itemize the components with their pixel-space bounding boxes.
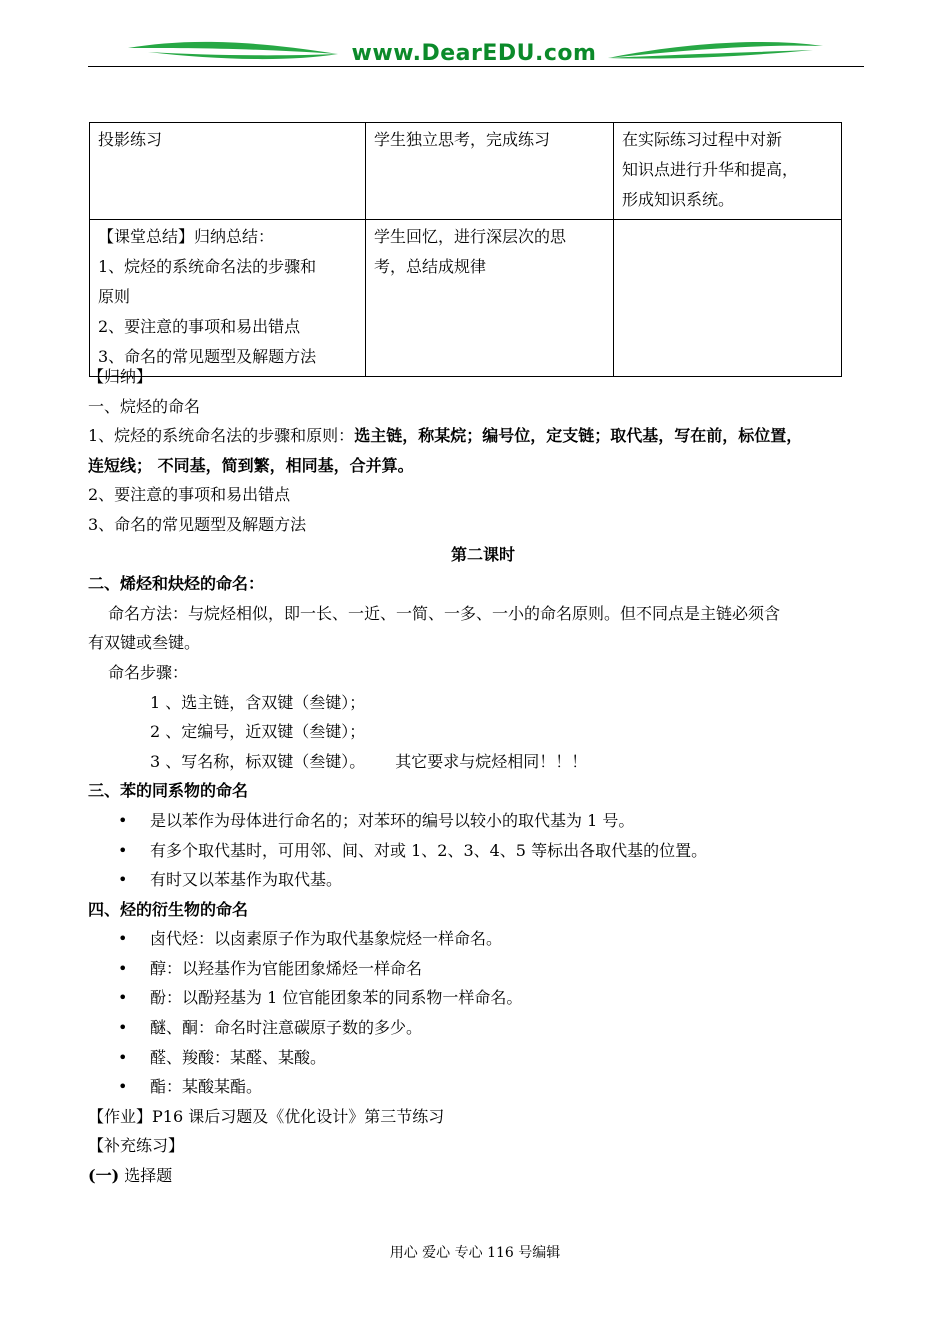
paragraph bbox=[88, 421, 878, 451]
rule-mnemonic-cont: 连短线； 不同基，简到繁，相同基，合并算。 bbox=[88, 455, 414, 475]
table-row bbox=[90, 123, 842, 220]
table-cell bbox=[366, 123, 614, 220]
bullet-icon: • bbox=[118, 929, 128, 949]
bullet-icon: • bbox=[118, 870, 128, 890]
list-item-text: 酚：以酚羟基为 1 位官能团象苯的同系物一样命名。 bbox=[150, 988, 523, 1008]
list-item bbox=[88, 1072, 878, 1102]
paragraph: 有双键或叁键。 bbox=[88, 633, 201, 653]
header-rule bbox=[88, 66, 864, 67]
rule-prefix: 1、烷烃的系统命名法的步骤和原则： bbox=[88, 426, 355, 446]
paragraph: 命名方法：与烷烃相似，即一长、一近、一简、一多、一小的命名原则。但不同点是主链必须含 bbox=[108, 603, 781, 623]
bullet-icon: • bbox=[118, 840, 128, 860]
steps-heading: 命名步骤： bbox=[108, 662, 189, 682]
page-header bbox=[88, 36, 864, 70]
rule-mnemonic: 选主链，称某烷；编号位，定支链；取代基，写在前，标位置， bbox=[354, 426, 803, 446]
step-item: 1 、选主链，含双键（叁键）； bbox=[150, 692, 366, 712]
list-item-text: 有多个取代基时，可用邻、间、对或 1、2、3、4、5 等标出各取代基的位置。 bbox=[150, 840, 708, 860]
paragraph: 2、要注意的事项和易出错点 bbox=[88, 485, 291, 505]
list-item-text: 醛、羧酸：某醛、某酸。 bbox=[150, 1047, 327, 1067]
step-item bbox=[88, 747, 878, 777]
list-item bbox=[88, 1043, 878, 1073]
homework-line: 【作业】P16 课后习题及《优化设计》第三节练习 bbox=[88, 1106, 445, 1126]
table-cell bbox=[90, 220, 366, 377]
cell-text: 1、烷烃的系统命名法的步骤和 bbox=[98, 257, 317, 276]
list-item-text: 醚、酮：命名时注意碳原子数的多少。 bbox=[150, 1018, 423, 1038]
bullet-icon: • bbox=[118, 958, 128, 978]
cell-text: 投影练习 bbox=[98, 130, 163, 149]
table-cell bbox=[366, 220, 614, 377]
section-heading: 三、苯的同系物的命名 bbox=[88, 781, 249, 801]
cell-text: 在实际练习过程中对新 bbox=[622, 130, 783, 149]
list-item bbox=[88, 865, 878, 895]
step-item: 2 、定编号，近双键（叁键）； bbox=[150, 722, 366, 742]
list-item bbox=[88, 836, 878, 866]
lesson-title: 第二课时 bbox=[450, 544, 515, 564]
page-footer: 用心 爱心 专心 116 号编辑 bbox=[389, 1245, 561, 1261]
site-logo-text[interactable]: www.DearEDU.com bbox=[351, 41, 597, 66]
section-heading: 四、烃的衍生物的命名 bbox=[88, 899, 249, 919]
step-note: 其它要求与烷烃相同！！！ bbox=[395, 751, 588, 771]
cell-text: 学生独立思考，完成练习 bbox=[374, 130, 551, 149]
document-body bbox=[88, 362, 878, 1191]
table-cell bbox=[90, 123, 366, 220]
extra-practice-heading: 【补充练习】 bbox=[88, 1136, 185, 1156]
choice-heading bbox=[88, 1161, 878, 1191]
list-item-text: 卤代烃：以卤素原子作为取代基象烷烃一样命名。 bbox=[150, 929, 503, 949]
list-item bbox=[88, 806, 878, 836]
list-item-text: 有时又以苯基作为取代基。 bbox=[150, 870, 343, 890]
list-item-text: 酯：某酸某酯。 bbox=[150, 1077, 263, 1097]
table-cell bbox=[614, 123, 842, 220]
cell-text: 3、命名的常见题型及解题方法 bbox=[98, 347, 317, 366]
choice-label: 选择题 bbox=[119, 1166, 173, 1186]
cell-text: 考，总结成规律 bbox=[374, 257, 487, 276]
bullet-icon: • bbox=[118, 1077, 128, 1097]
step-text: 3 、写名称，标双键（叁键）。 bbox=[150, 751, 366, 771]
guina-heading: 【归纳】 bbox=[88, 367, 153, 386]
list-item bbox=[88, 1013, 878, 1043]
bullet-icon: • bbox=[118, 810, 128, 830]
choice-number: (一) bbox=[88, 1166, 120, 1186]
cell-text: 【课堂总结】归纳总结： bbox=[98, 227, 275, 246]
list-item bbox=[88, 954, 878, 984]
cell-text: 原则 bbox=[98, 287, 131, 306]
section-heading: 一、烷烃的命名 bbox=[88, 396, 201, 416]
paragraph: 3、命名的常见题型及解题方法 bbox=[88, 514, 307, 534]
bullet-icon: • bbox=[118, 1047, 128, 1067]
cell-text: 2、要注意的事项和易出错点 bbox=[98, 317, 301, 336]
cell-text: 知识点进行升华和提高， bbox=[622, 160, 799, 179]
lesson-table bbox=[89, 122, 842, 377]
list-item-text: 是以苯作为母体进行命名的；对苯环的编号以较小的取代基为 1 号。 bbox=[150, 810, 635, 830]
list-item bbox=[88, 983, 878, 1013]
list-item-text: 醇：以羟基作为官能团象烯烃一样命名 bbox=[150, 958, 423, 978]
table-cell-empty bbox=[614, 220, 842, 377]
bullet-icon: • bbox=[118, 988, 128, 1008]
bullet-icon: • bbox=[118, 1018, 128, 1038]
cell-text: 学生回忆，进行深层次的思 bbox=[374, 227, 567, 246]
list-item bbox=[88, 924, 878, 954]
section-heading: 二、烯烃和炔烃的命名： bbox=[88, 574, 265, 594]
cell-text: 形成知识系统。 bbox=[622, 190, 735, 209]
table-row bbox=[90, 220, 842, 377]
